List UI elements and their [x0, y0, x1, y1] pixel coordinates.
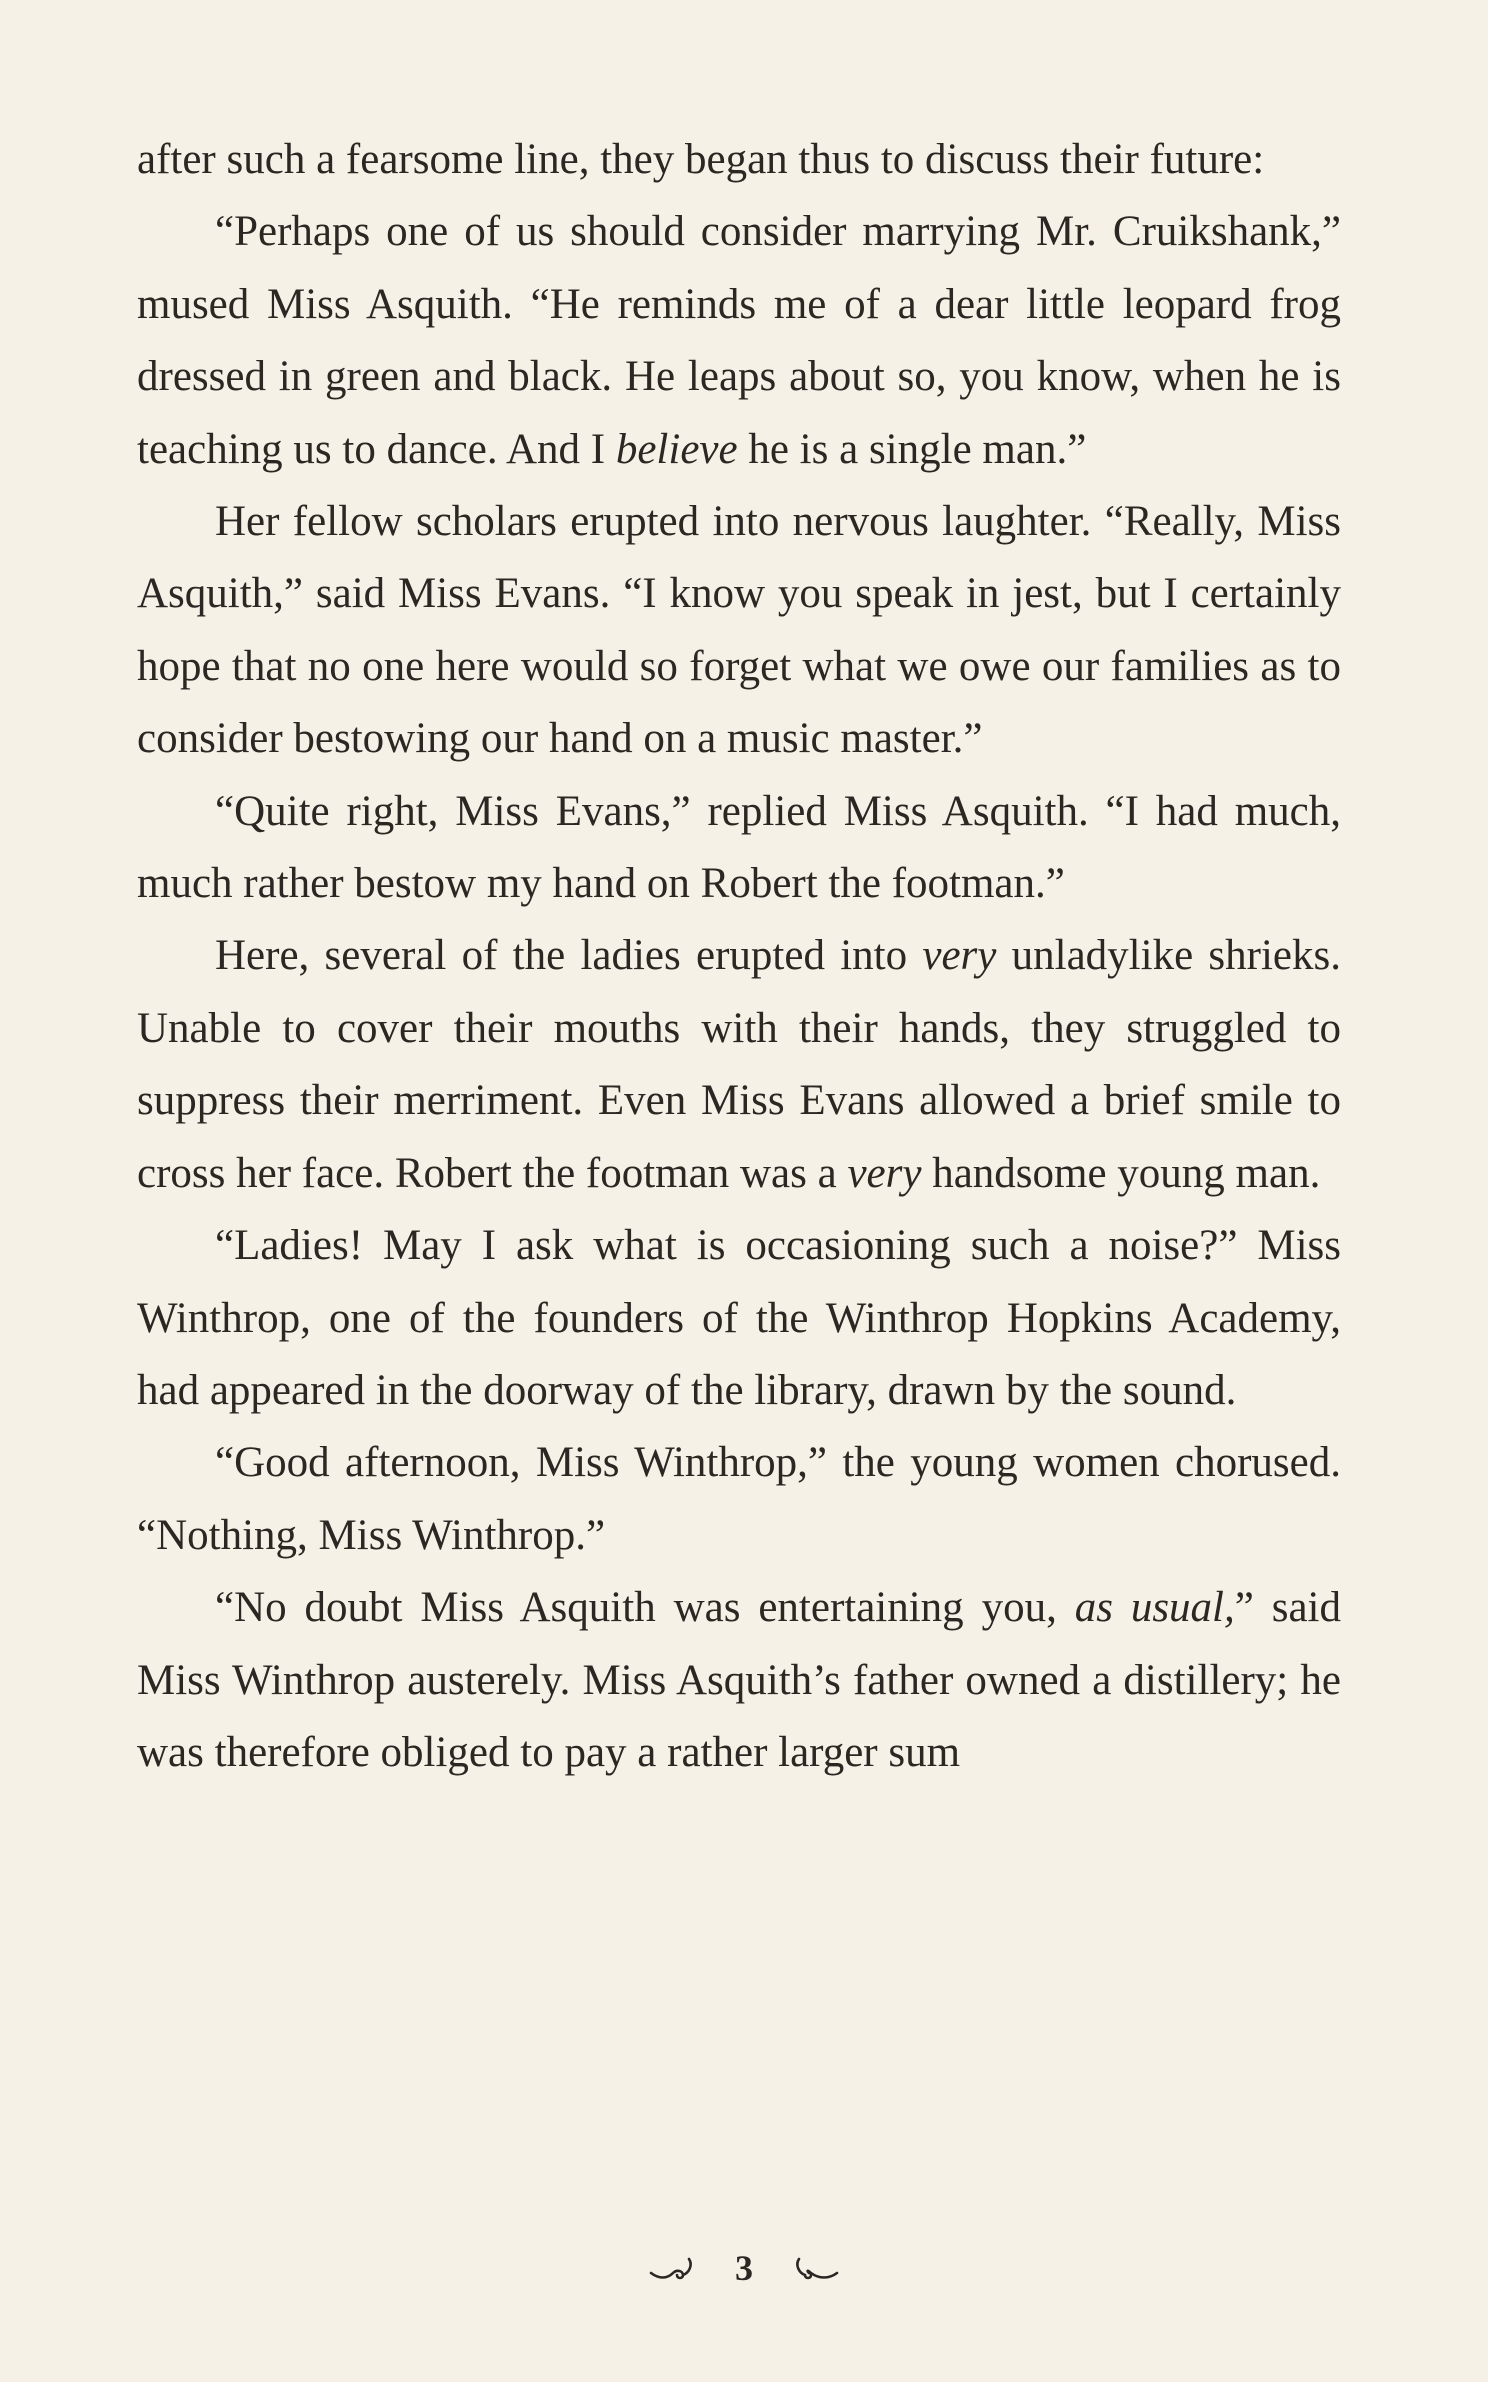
page-number: 3	[735, 2248, 753, 2288]
paragraph-5-text-b: unladylike shrieks. Unable to cover their mouths with their hands, they struggled to suppress their merriment. Even Miss Evans allowed a brief smile to cross her face. Robert the footman was a	[137, 932, 1341, 1197]
paragraph-5-text-c: handsome young man.	[921, 1149, 1321, 1197]
paragraph-1	[137, 124, 1341, 196]
paragraph-6	[137, 1210, 1341, 1427]
paragraph-8	[137, 1572, 1341, 1789]
paragraph-6-text: “Ladies! May I ask what is occasioning such a noise?” Miss Winthrop, one of the founders of the Winthrop Hopkins Academy, had appeared in the doorway of the library, drawn by the sound.	[137, 1222, 1341, 1414]
left-flourish-icon	[649, 2253, 701, 2283]
paragraph-7-text: “Good afternoon, Miss Winthrop,” the young women chorused. “Nothing, Miss Winthrop.”	[137, 1439, 1341, 1559]
paragraph-8-text-b: ” said Miss Winthrop austerely. Miss Asquith’s father owned a distillery; he was therefore obliged to pay a rather larger sum	[137, 1584, 1341, 1776]
paragraph-2-emphasis: believe	[615, 425, 738, 473]
paragraph-5	[137, 920, 1341, 1210]
paragraph-2	[137, 196, 1341, 486]
paragraph-2-text: “Perhaps one of us should consider marrying Mr. Cruikshank,” mused Miss Asquith. “He reminds me of a dear little leopard frog dressed in green and black. He leaps about so, you know, when he is teaching us to dance. And I	[137, 208, 1341, 473]
paragraph-4	[137, 776, 1341, 921]
paragraph-2-text-end: he is a single man.”	[737, 425, 1087, 473]
paragraph-7	[137, 1427, 1341, 1572]
paragraph-1-text: after such a fearsome line, they began thus to discuss their future:	[137, 136, 1265, 183]
paragraph-4-text: “Quite right, Miss Evans,” replied Miss Asquith. “I had much, much rather bestow my hand on Robert the footman.”	[137, 787, 1341, 908]
paragraph-5-emphasis-2: very	[847, 1149, 922, 1197]
right-flourish-icon	[787, 2253, 839, 2283]
body-text	[137, 124, 1341, 1789]
paragraph-3-text: Her fellow scholars erupted into nervous laughter. “Really, Miss Asquith,” said Miss Evans. “I know you speak in jest, but I certainly hope that no one here would so forget what we owe our families as to consider bestowing our hand on a music master.”	[137, 498, 1341, 763]
page-folio	[0, 2238, 1488, 2298]
paragraph-5-text-a: Here, several of the ladies erupted into	[215, 932, 923, 980]
paragraph-3	[137, 486, 1341, 776]
paragraph-8-text-a: “No doubt Miss Asquith was entertaining you,	[215, 1584, 1075, 1632]
paragraph-8-emphasis: as usual,	[1074, 1584, 1235, 1632]
paragraph-5-emphasis-1: very	[922, 932, 997, 980]
